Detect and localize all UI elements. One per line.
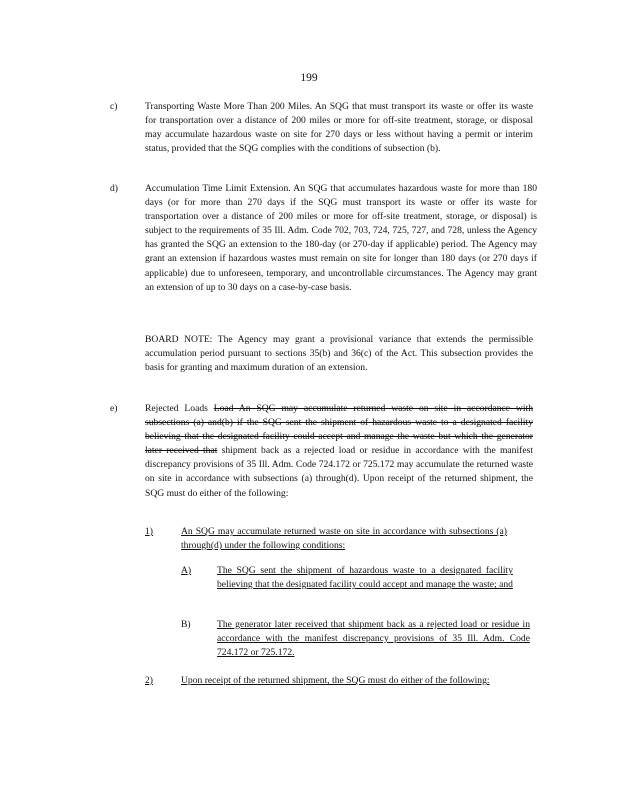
board-note: BOARD NOTE: The Agency may grant a provisional variance that extends the permissible accumulation period pursuant to sections 35(b) and 36(c) of the Act. This subsection provides the basis for granting and maximum duration of an extension.: [145, 334, 533, 374]
subsection-c-label: c): [110, 101, 118, 112]
item-1A-label: A): [181, 565, 192, 576]
subsection-e-heading: Rejected Loads: [145, 403, 208, 414]
subsection-d-label: d): [110, 183, 118, 194]
subsection-d-text: Accumulation Time Limit Extension. An SQG that accumulates hazardous waste for more than 180 days (or for more than 270 days if the SQG must transport its waste or offer its waste for transportation over a distance of 200 miles or more for off-site treatment, storage, or disposal) is subject to the requirements of 35 Ill. Adm. Code 702, 703, 724, 725, 727, and 728, unless the Agency has granted the SQG an extension to the 180-day (or 270-day if applicable) period. The Agency may grant an extension if hazardous wastes must remain on site for longer than 180 days (or 270 days if applicable) due to unforeseen, temporary, and uncontrollable circumstances. The Agency may grant an extension of up to 30 days on a case-by-case basis.: [145, 183, 537, 293]
item-1A-text: The SQG sent the shipment of hazardous waste to a designated facility believing that the designated facility could accept and manage the waste; and: [217, 565, 513, 591]
item-1-text: An SQG may accumulate returned waste on site in accordance with subsections (a) through(d) under the following conditions:: [181, 526, 507, 552]
item-2-label: 2): [145, 675, 153, 686]
subsection-e-body: [145, 402, 533, 501]
item-1-label: 1): [145, 526, 153, 537]
item-2-text: Upon receipt of the returned shipment, the SQG must do either of the following:: [181, 675, 490, 686]
subsection-e-text: shipment back as a rejected load or residue in accordance with the manifest discrepancy provisions of 35 Ill. Adm. Code 724.172 or 725.172 may accumulate the returned waste on site in accordance with subsections (a) through(d). Upon receipt of the returned shipment, the SQG must do either of the following:: [145, 445, 533, 499]
item-1B-label: B): [181, 619, 191, 630]
deleted-text: Load An SQG may accumulate returned waste on site in accordance with subsections (a) and(b) if the SQG sent the shipment of hazardous waste to a designated facility believing that the designated facility could accept and manage the waste but which the generator later received that: [145, 403, 533, 457]
subsection-c-text: Transporting Waste More Than 200 Miles. An SQG that must transport its waste or offer its waste for transportation over a distance of 200 miles or more for off-site treatment, storage, or disposal may accumulate hazardous waste on site for 270 days or less without having a permit or interim status, provided that the SQG complies with the conditions of subsection (b).: [145, 101, 533, 155]
subsection-e-label: e): [110, 403, 118, 414]
page-number: 199: [300, 72, 318, 84]
item-1B-text: The generator later received that shipment back as a rejected load or residue in accordance with the manifest discrepancy provisions of 35 Ill. Adm. Code 724.172 or 725.172.: [217, 619, 530, 659]
